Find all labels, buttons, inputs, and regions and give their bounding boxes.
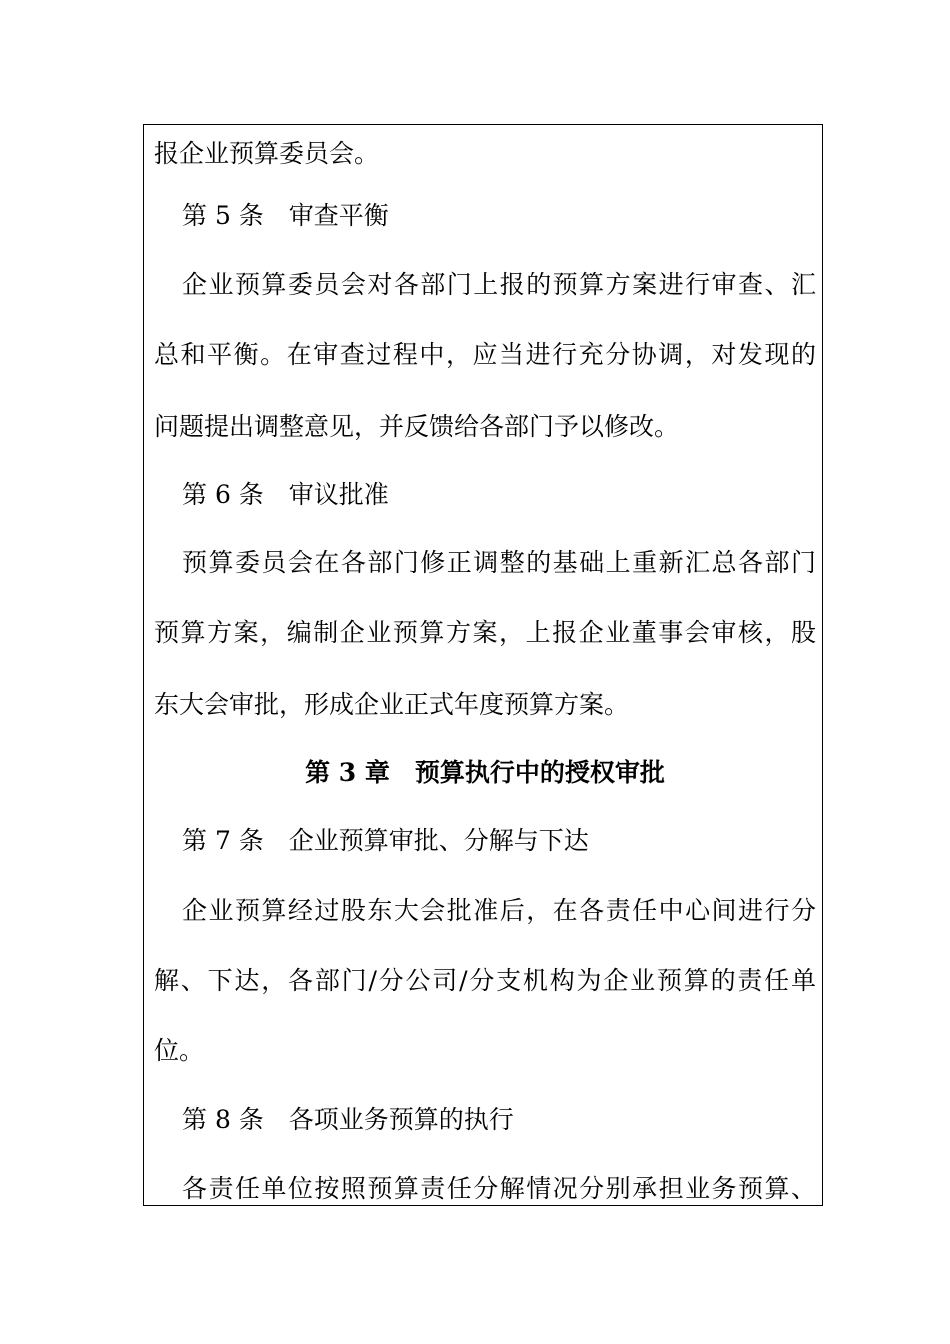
text-line: 东大会审批，形成企业正式年度预算方案。 [154,690,630,719]
text-line: 总和平衡。在审查过程中，应当进行充分协调，对发现的 [154,340,816,369]
text-line: 问题提出调整意见，并反馈给各部门予以修改。 [154,412,680,441]
article-title: 第 8 条 各项业务预算的执行 [182,1105,514,1134]
text-line: 预算委员会在各部门修正调整的基础上重新汇总各部门 [182,548,816,577]
text-line: 报企业预算委员会。 [154,139,380,168]
text-line: 各责任单位按照预算责任分解情况分别承担业务预算、 [182,1174,816,1203]
text-line: 企业预算经过股东大会批准后，在各责任中心间进行分 [182,896,816,925]
text-line: 企业预算委员会对各部门上报的预算方案进行审查、汇 [182,270,816,299]
text-line: 解、下达，各部门/分公司/分支机构为企业预算的责任单 [154,966,816,995]
article-title: 第 6 条 审议批准 [182,480,389,509]
text-line: 位。 [154,1036,205,1065]
text-line: 预算方案，编制企业预算方案，上报企业董事会审核，股 [154,618,816,647]
article-title: 第 5 条 审查平衡 [182,201,389,230]
article-title: 第 7 条 企业预算审批、分解与下达 [182,826,589,855]
chapter-heading: 第 3 章 预算执行中的授权审批 [305,758,665,787]
